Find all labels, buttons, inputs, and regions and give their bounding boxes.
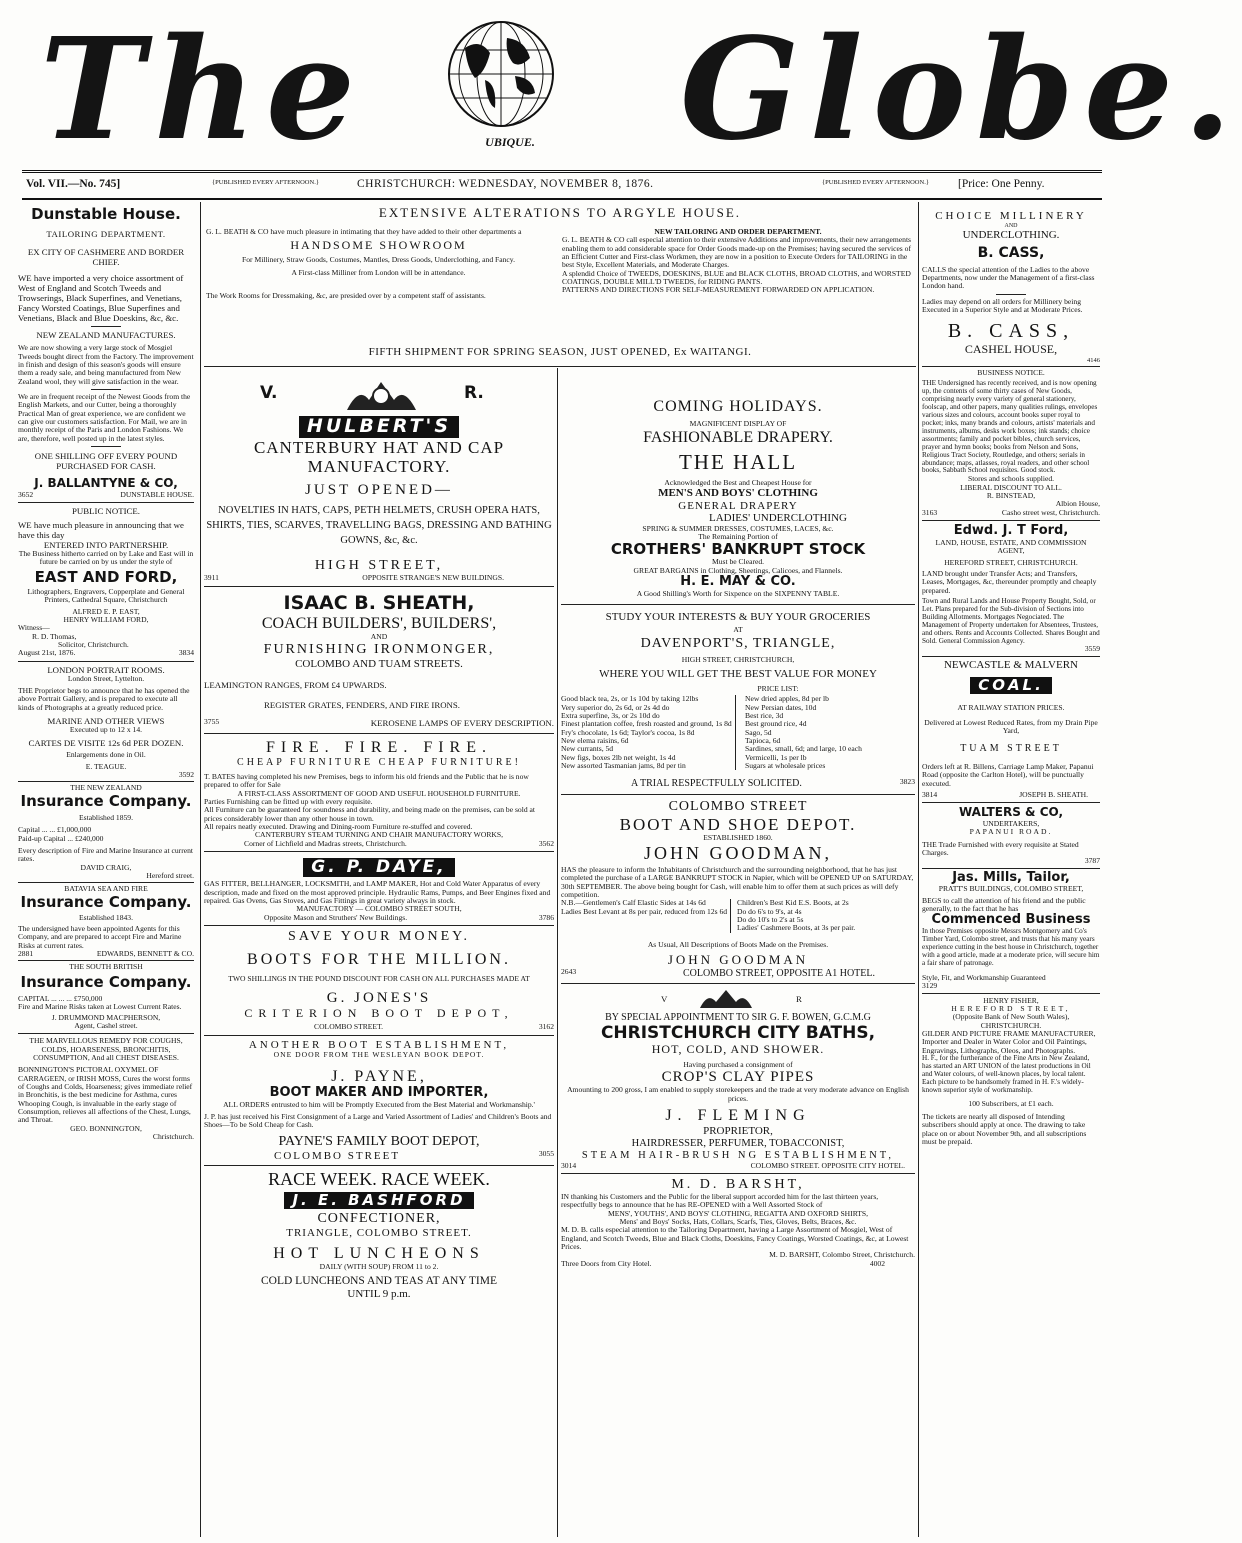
undertakers: UNDERTAKERS, bbox=[982, 818, 1040, 828]
column-4 bbox=[922, 210, 1100, 1146]
hall-mens: MEN'S AND BOYS' CLOTHING bbox=[658, 487, 818, 500]
binstead-addr: Casho street west, Christchurch. bbox=[1001, 507, 1100, 517]
notice-date: August 21st, 1876. bbox=[18, 648, 76, 658]
fleming-street: COLOMBO STREET. OPPOSITE CITY HOTEL. bbox=[750, 1160, 905, 1170]
walters-name: WALTERS & CO, bbox=[958, 805, 1064, 820]
hall-acknowledged: Acknowledged the Best and Cheapest House for bbox=[664, 477, 812, 487]
boots-million: BOOTS FOR THE MILLION. bbox=[247, 950, 511, 968]
hall-general: GENERAL DRAPERY bbox=[678, 499, 798, 512]
mills-name: Jas. Mills, Tailor, bbox=[952, 869, 1070, 885]
dunstable-house: DUNSTABLE HOUSE. bbox=[120, 489, 194, 499]
masthead-title-right: Globe. bbox=[680, 8, 1242, 172]
royal-arms bbox=[204, 376, 554, 416]
must-clear: Must be Cleared. bbox=[711, 557, 765, 567]
batavia-title: Insurance Company. bbox=[20, 892, 192, 911]
masthead-motto: UBIQUE. bbox=[485, 135, 535, 149]
argyle-footer: FIFTH SHIPMENT FOR SPRING SEASON, JUST OPENED, Ex WAITANGI. bbox=[368, 346, 752, 358]
teague: E. TEAGUE. bbox=[85, 761, 127, 771]
fire-body3: All Furniture can be guaranteed for soundness and durability, and being made on the premises, can be sold at prices considerably lower than any other house in town. bbox=[204, 805, 536, 823]
price-list-item: Sugars at wholesale prices bbox=[745, 761, 826, 771]
tuam-street: TUAM STREET bbox=[960, 743, 1062, 755]
fleming-hairdresser: HAIRDRESSER, PERFUMER, TOBACCONIST, bbox=[631, 1137, 845, 1149]
binstead-body2: Stores and schools supplied. bbox=[967, 474, 1055, 484]
ford-name: Edwd. J. T Ford, bbox=[953, 523, 1069, 539]
davenport-street: HIGH STREET, CHRISTCHURCH, bbox=[681, 655, 795, 665]
choice-millinery: CHOICE MILLINERY bbox=[935, 210, 1087, 222]
payne-name: J. PAYNE, bbox=[331, 1067, 427, 1085]
sheath-ranges: LEAMINGTON RANGES, FROM £4 UPWARDS. bbox=[204, 680, 387, 691]
fire-works: CANTERBURY STEAM TURNING AND CHAIR MANUFACTORY WORKS, bbox=[254, 830, 504, 840]
fisher-street: HEREFORD STREET, bbox=[951, 1003, 1071, 1013]
coal-orders: Orders left at R. Billens, Carriage Lamp Maker, Papanui Road (opposite the Carlton Hotel), will be punctually executed. bbox=[922, 761, 1094, 788]
globe-emblem bbox=[445, 18, 557, 130]
volume-number: Vol. VII.—No. 745] bbox=[26, 178, 121, 190]
price-list-item: Best rice, 3d bbox=[745, 711, 784, 721]
sheath-coach-builders: COACH BUILDERS', BUILDERS', bbox=[261, 615, 497, 633]
ford-body2: Town and Rural Lands and House Property Bought, Sold, or Let. Plans prepared for the Sub-division of Sections into Building Allotments. Mortgages Negociated. The Management of Property undertaken for Absentees, Trustees, and others. Rents and Accounts Collected. Shares Bought and Sold. General Commission Agency. bbox=[922, 596, 1100, 645]
south-british-title: Insurance Company. bbox=[20, 972, 192, 991]
mills-body: BEGS to call the attention of his friend and the public generally, to the fact that he has bbox=[922, 895, 1086, 914]
nz-insurance-title: Insurance Company. bbox=[20, 791, 192, 810]
jones-body: TWO SHILLINGS IN THE POUND DISCOUNT FOR CASH ON ALL PURCHASES MADE AT bbox=[228, 974, 530, 984]
dunstable-ships: EX CITY OF CASHMERE AND BORDER CHIEF. bbox=[27, 247, 185, 268]
ad-number: 3014 bbox=[561, 1160, 577, 1170]
price-list-item: Sago, 5d bbox=[745, 727, 772, 737]
barsht-body4: M. D. B. calls especial attention to the Tailoring Department, having a Large Assortment of Mosgiel, West of England, and Scotch Tweeds, Blue and Black Cloths, Doeskins, Fancy Coatings, Worsted Coatings, &c, at Lowest Prices. bbox=[561, 1225, 909, 1251]
nz-insurance-addr: Hereford street. bbox=[146, 870, 194, 880]
ladies-cashmere: Ladies' Cashmere Boots, at 3s per pair. bbox=[737, 923, 856, 933]
portrait-rooms-title: LONDON PORTRAIT ROOMS. bbox=[47, 664, 165, 675]
price-list-item: Tapioca, 6d bbox=[745, 736, 781, 746]
fire-body: T. BATES having completed his new Premises, begs to inform his old friends and the Public that he is now prepared to offer for Sale bbox=[204, 771, 529, 790]
ad-number: 2881 bbox=[18, 949, 34, 959]
barsht-body: IN thanking his Customers and the Public for the liberal support accorded him for the last thirteen years, respectfully begs to announce that he has RE-OPENED with a Well Assorted Stock of bbox=[561, 1191, 879, 1210]
commenced-business: Commenced Business bbox=[931, 912, 1091, 928]
cashel-house: CASHEL HOUSE, bbox=[964, 342, 1058, 357]
ladies-levant: Ladies Best Levant at 8s per pair, reduced from 12s 6d bbox=[561, 906, 728, 916]
payne-body2: J. P. has just received his First Consignment of a Large and Varied Assortment of Ladies' and Children's Boots and Shoes—To be Sold Cheap for Cash. bbox=[204, 1111, 552, 1130]
mills-guarantee: Style, Fit, and Workmanship Guaranteed bbox=[922, 972, 1046, 982]
daye-manufactory: MANUFACTORY — COLOMBO STREET SOUTH, bbox=[296, 904, 462, 914]
price-list-item: Vermicelli, 1s per lb bbox=[745, 752, 807, 762]
nz-insurance-est: Established 1859. bbox=[79, 812, 133, 822]
published-right: {PUBLISHED EVERY AFTERNOON.} bbox=[822, 179, 929, 186]
batavia-body: The undersigned have been appointed Agents for this Company, and are prepared to accept Fire and Marine Risks at current rates. bbox=[18, 924, 182, 950]
gents-boots: N.B.—Gentlemen's Calf Elastic Sides at 14s 6d bbox=[561, 898, 706, 908]
boot-and-shoe: BOOT AND SHOE DEPOT. bbox=[619, 814, 857, 834]
south-british-capital: CAPITAL ... ... ... £750,000 bbox=[18, 993, 103, 1003]
sheath-grates: REGISTER GRATES, FENDERS, AND FIRE IRONS. bbox=[264, 700, 460, 711]
sheath-and: AND bbox=[370, 632, 388, 642]
vr-right: R. bbox=[464, 383, 484, 403]
bashford-address: TRIANGLE, COLOMBO STREET. bbox=[286, 1226, 472, 1239]
the-hall: THE HALL bbox=[678, 449, 798, 474]
price-list-item: Fry's chocolate, 1s 6d; Taylor's cocoa, 1s 8d bbox=[561, 727, 695, 737]
joseph-sheath: JOSEPH B. SHEATH. bbox=[1019, 789, 1088, 799]
barsht-body3: Mens' and Boys' Socks, Hats, Collars, Scarfs, Ties, Gloves, Belts, Braces, &c. bbox=[619, 1216, 857, 1226]
colombo-street: COLOMBO STREET bbox=[668, 798, 808, 814]
davenport-where: WHERE YOU WILL GET THE BEST VALUE FOR MONEY bbox=[599, 668, 877, 681]
cass-name: B. CASS, bbox=[977, 244, 1045, 261]
and: AND bbox=[1004, 222, 1018, 229]
ad-number: 3129 bbox=[922, 981, 938, 991]
ballantyne-firm: J. BALLANTYNE & CO, bbox=[34, 476, 178, 491]
may-and-co: H. E. MAY & CO. bbox=[680, 574, 796, 590]
barsht-name: M. D. BARSHT, bbox=[671, 1176, 805, 1192]
dunstable-receipt: We are in frequent receipt of the Newest Goods from the English Markets, and our Cutter, being a thoroughly Practical Man of great experience, we are confident we can give our customers satisfaction. For Mail, we are in monthly receipt of the Paris and London Fashions. We are, therefore, well posted up in the latest styles. bbox=[18, 391, 191, 443]
price-list-item: New dried apples, 8d per lb bbox=[745, 694, 829, 704]
hall-ladies: LADIES' UNDERCLOTHING bbox=[709, 512, 847, 525]
fire-assortment: A FIRST-CLASS ASSORTMENT OF GOOD AND USEFUL HOUSEHOLD FURNITURE. bbox=[237, 788, 521, 798]
another-boot: ANOTHER BOOT ESTABLISHMENT, bbox=[248, 1038, 510, 1051]
fisher-body: GILDER AND PICTURE FRAME MANUFACTURER, Importer and Dealer in Water Color and Oil Paintings, Engravings, Lithographs, Oleos, and Photographs. bbox=[922, 1028, 1096, 1055]
coal-delivered: Delivered at Lowest Reduced Rates, from my Drain Pipe Yard, bbox=[924, 717, 1098, 736]
bashford-name: J. E. BASHFORD bbox=[284, 1192, 473, 1209]
goodman-body: HAS the pleasure to inform the Inhabitants of Christchurch and the surrounding neighborhood, that he has just completed the purchase of a LARGE BANKRUPT STOCK in Napier, which will be OPENED UP on SATURDAY, 30th SEPTEMBER. The above being bought for Cash, will enable him to offer them at such prices as will defy competition. bbox=[561, 865, 914, 900]
goodman-name: JOHN GOODMAN, bbox=[643, 842, 832, 863]
high-street: HIGH STREET, bbox=[314, 558, 444, 574]
crops-pipes: CROP'S CLAY PIPES bbox=[661, 1069, 815, 1086]
witness: Witness— bbox=[18, 623, 50, 633]
cass-body2: Ladies may depend on all orders for Millinery being Executed in a Superior Style and at Moderate Prices. bbox=[922, 296, 1083, 314]
jones-street: COLOMBO STREET. bbox=[314, 1022, 384, 1032]
walters-body: THE Trade Furnished with every requisite at Stated Charges. bbox=[922, 839, 1079, 857]
nz-insurance-paid: Paid-up Capital ... £240,000 bbox=[18, 833, 104, 843]
dunstable-body: WE have imported a very choice assortment of West of England and Scotch Tweeds and Trowserings, Black Superfines, and Venetians, Fancy Worsted Coatings, Blue Superfines and Venetians, Black and Blue Doeskins, &c, &c. bbox=[18, 273, 184, 324]
hot-luncheons: HOT LUNCHEONS bbox=[273, 1245, 485, 1263]
argyle-left-body2: For Millinery, Straw Goods, Costumes, Mantles, Dress Goods, Underclothing, and Fancy. bbox=[242, 255, 515, 265]
business-notice: BUSINESS NOTICE. bbox=[977, 367, 1045, 377]
price-list-item: Very superior do, 2s 6d, or 2s 4d do bbox=[561, 702, 670, 712]
nz-insurance-body: Every description of Fire and Marine Insurance at current rates. bbox=[18, 845, 194, 864]
argyle-tailoring-body: G. L. BEATH & CO call especial attention to their extensive Additions and improvements, their new arrangements enabling them to add considerable space for Order Goods made-up on the Premises; having secured the services of an Efficient Cutter and First-class Workmen, they are now in a position to Execute Orders for TAILORING in the best Style, Excellent Materials, and Moderate Charges. bbox=[562, 235, 912, 270]
mills-address: PRATT'S BUILDINGS, COLOMBO STREET, bbox=[938, 884, 1084, 894]
papanui-road: PAPANUI ROAD. bbox=[969, 827, 1053, 837]
argyle-tailoring-body3: PATTERNS AND DIRECTIONS FOR SELF-MEASUREMENT FORWARDED ON APPLICATION. bbox=[562, 285, 875, 295]
south-british-pre: THE SOUTH BRITISH bbox=[69, 962, 143, 972]
steam-hair-brushing: STEAM HAIR-BRUSH NG ESTABLISHMENT, bbox=[581, 1149, 895, 1161]
crothers-stock: CROTHERS' BANKRUPT STOCK bbox=[610, 540, 866, 559]
childrens-boots-3: Do do 10's to 2's at 5s bbox=[737, 915, 804, 925]
at: AT bbox=[733, 624, 743, 634]
nz-insurance-agent: DAVID CRAIG, bbox=[80, 862, 132, 872]
liberal-discount: LIBERAL DISCOUNT TO ALL. bbox=[960, 482, 1062, 492]
hall-spring: SPRING & SUMMER DRESSES, COSTUMES, LACES, &c. bbox=[642, 523, 834, 533]
bonnington-addr: Christchurch. bbox=[152, 1132, 194, 1142]
notice-partnership: ENTERED INTO PARTNERSHIP. bbox=[43, 540, 169, 551]
ad-number: 3163 bbox=[922, 507, 938, 517]
sheath-ironmonger: FURNISHING IRONMONGER, bbox=[263, 641, 495, 657]
royal-arms-icon bbox=[339, 376, 424, 416]
hulbert-title: CANTERBURY HAT AND CAP MANUFACTORY. bbox=[253, 437, 505, 477]
ad-number: 3652 bbox=[18, 489, 34, 499]
east-and-ford-desc: Lithographers, Engravers, Copperplate and General Printers, Cathedral Square, Christchurch bbox=[27, 586, 185, 605]
jones-name: G. JONES'S bbox=[326, 989, 432, 1006]
enlargements: Enlargements done in Oil. bbox=[66, 750, 146, 760]
argyle-showroom: HANDSOME SHOWROOM bbox=[290, 238, 467, 253]
as-usual: As Usual, All Descriptions of Boots Made on the Premises. bbox=[647, 939, 829, 949]
ad-number: 3162 bbox=[538, 1022, 554, 1032]
price-list: PRICE LIST: bbox=[757, 684, 799, 694]
notice-body2: The Business hitherto carried on by Lake and East will in future be carried on by us under the style of bbox=[18, 549, 194, 567]
criterion-depot: CRITERION BOOT DEPOT, bbox=[244, 1005, 514, 1020]
price-list-item: Good black tea, 2s, or 1s 10d by taking 12lbs bbox=[561, 694, 699, 704]
ad-number: 3814 bbox=[922, 789, 938, 799]
price-list-item: New assorted Tasmanian jams, 8d per tin bbox=[561, 761, 686, 771]
ad-number: 2643 bbox=[561, 966, 577, 976]
cold-luncheons: COLD LUNCHEONS AND TEAS AT ANY TIME bbox=[261, 1274, 497, 1287]
partner-2: HENRY WILLIAM FORD, bbox=[63, 614, 149, 624]
payne-body: ALL ORDERS entrusted to him will be Promptly Executed from the Best Material and Workmanship.' bbox=[223, 1099, 535, 1109]
price: [Price: One Penny. bbox=[958, 178, 1045, 190]
argyle-tailoring-title: NEW TAILORING AND ORDER DEPARTMENT. bbox=[654, 227, 822, 236]
nz-body: We are now showing a very large stock of Mosgiel Tweeds bought direct from the Factory. The improvement in finish and design of this season's goods will ensure them a ready sale, and being manufactured from New Zealand wool, they will give satisfaction in the wear. bbox=[18, 343, 194, 386]
baths-arms bbox=[561, 988, 915, 1012]
ad-number: 3823 bbox=[899, 777, 915, 787]
argyle-left-body3: A First-class Milliner from London will be in attendance. bbox=[291, 268, 466, 278]
fire-title: FIRE. FIRE. FIRE. bbox=[265, 739, 492, 757]
argyle-left-body: G. L. BEATH & CO have much pleasure in intimating that they have added to their other departments a bbox=[206, 227, 522, 236]
mills-body2: In those Premises opposite Messrs Montgomery and Co's Timber Yard, Colombo street, and trusts that his many years experience cutting in the best house in Christchurch, together with a good article, made at a moderate price, will secure him a fair share of patronage. bbox=[922, 927, 1100, 967]
goodman-street: COLOMBO STREET, OPPOSITE A1 HOTEL. bbox=[682, 967, 875, 979]
ford-body: LAND brought under Transfer Acts; and Transfers, Leases, Mortgages, &c, thereunder promptly and cheaply prepared. bbox=[922, 568, 1097, 595]
baths-sub: HOT, COLD, AND SHOWER. bbox=[651, 1042, 825, 1057]
daye-opposite: Opposite Mason and Struthers' New Buildings. bbox=[264, 912, 408, 922]
city-baths: CHRISTCHURCH CITY BATHS, bbox=[600, 1022, 876, 1043]
fisher-name: HENRY FISHER, bbox=[983, 995, 1039, 1005]
sheath-streets: COLOMBO AND TUAM STREETS. bbox=[295, 657, 463, 670]
vr-left: V bbox=[661, 994, 668, 1005]
bashford-until: UNTIL 9 p.m. bbox=[347, 1287, 411, 1300]
fisher-city: CHRISTCHURCH. bbox=[980, 1020, 1042, 1030]
ad-number: 3787 bbox=[1084, 856, 1100, 866]
price-list-item: Sardines, small, 6d; and large, 10 each bbox=[745, 744, 862, 754]
railway-prices: AT RAILWAY STATION PRICES. bbox=[957, 703, 1065, 713]
argyle-left bbox=[206, 228, 551, 300]
south-british-body: Fire and Marine Risks taken at Lowest Current Rates. bbox=[18, 1002, 182, 1012]
column-2 bbox=[204, 376, 554, 1300]
royal-arms-icon bbox=[696, 988, 756, 1010]
fire-body4: All repairs neatly executed. Drawing and Dining-room Furniture re-stuffed and covered. bbox=[204, 821, 473, 831]
coal-name: COAL. bbox=[970, 677, 1052, 694]
hulbert-novelties: NOVELTIES IN HATS, CAPS, PETH HELMETS, CRUSH OPERA HATS, SHIRTS, TIES, SCARVES, TRAVELLING BAGS, DRESSING AND BATHING GOWNS, &c, &c. bbox=[206, 504, 552, 546]
vr-right: R bbox=[796, 994, 802, 1005]
barsht-doors: Three Doors from City Hotel. bbox=[561, 1258, 652, 1268]
remedy-body: BONNINGTON'S PICTORAL OXYMEL OF CARRAGEEN, or IRISH MOSS, Cures the worst forms of Coughs and Colds, Hoarseness; gives immediate relief in Bronchitis, is the best medicine for Asthma, cures Whooping Cough, is invaluable in the early stage of Consumption, relieves all affections of the Chest, Lungs, and Throat. bbox=[18, 1065, 193, 1125]
argyle-tailoring-body2: A splendid Choice of TWEEDS, DOESKINS, BLUE and BLACK CLOTHS, BROAD CLOTHS, and WORSTED COATINGS, DOUBLE MILL'D TWEEDS, for RIDING PANTS. bbox=[562, 268, 911, 287]
barsht-signature: M. D. BARSHT, Colombo Street, Christchurch. bbox=[769, 1250, 915, 1260]
masthead bbox=[0, 0, 1242, 172]
batavia-est: Established 1843. bbox=[79, 912, 133, 922]
bashford-confectioner: CONFECTIONER, bbox=[317, 1210, 441, 1226]
ad-number: 4146 bbox=[1087, 356, 1100, 364]
marine-views: MARINE AND OTHER VIEWS bbox=[47, 716, 165, 727]
price-list-item: Extra superfine, 3s, or 2s 10d do bbox=[561, 711, 660, 721]
column-1 bbox=[18, 206, 194, 1141]
ford-street: HEREFORD STREET, CHRISTCHURCH. bbox=[944, 557, 1078, 567]
batavia-agent: EDWARDS, BENNETT & CO. bbox=[96, 949, 194, 959]
argyle-right bbox=[562, 228, 914, 295]
just-opened: JUST OPENED— bbox=[305, 482, 453, 499]
argyle-house-ad bbox=[204, 206, 916, 364]
fleming-name: J. FLEMING bbox=[665, 1106, 811, 1124]
race-week: RACE WEEK. RACE WEEK. bbox=[268, 1169, 490, 1190]
coming-holidays: COMING HOLIDAYS. bbox=[653, 398, 823, 415]
fire-corner: Corner of Lichfield and Madras streets, Christchurch. bbox=[244, 838, 407, 848]
east-and-ford: EAST AND FORD, bbox=[34, 567, 178, 586]
argyle-left-body4: The Work Rooms for Dressmaking, &c, are presided over by a competent staff of assistants. bbox=[206, 290, 486, 300]
portrait-address: London Street, Lyttelton. bbox=[67, 673, 145, 683]
cass-name-2: B. CASS, bbox=[947, 320, 1075, 343]
sheath-lamps: KEROSENE LAMPS OF EVERY DESCRIPTION. bbox=[370, 718, 554, 729]
ad-number: 3559 bbox=[1084, 644, 1100, 654]
fashionable-drapery: FASHIONABLE DRAPERY. bbox=[643, 428, 833, 446]
ford-title: LAND, HOUSE, ESTATE, AND COMMISSION AGENT, bbox=[935, 537, 1087, 556]
fleming-proprietor: PROPRIETOR, bbox=[703, 1125, 773, 1138]
price-list-item: Best ground rice, 4d bbox=[745, 719, 807, 729]
published-left: {PUBLISHED EVERY AFTERNOON.} bbox=[212, 179, 319, 186]
goodman-name-2: JOHN GOODMAN bbox=[667, 952, 809, 968]
baths-having: Having purchased a consignment of bbox=[683, 1059, 793, 1069]
bashford-daily: DAILY (WITH SOUP) FROM 11 to 2. bbox=[319, 1262, 439, 1272]
price-list-item: New elema raisins, 6d bbox=[561, 736, 629, 746]
special-appointment: BY SPECIAL APPOINTMENT TO SIR G. F. BOWEN, G.C.M.G bbox=[605, 1012, 871, 1024]
magnificent-display: MAGNIFICENT DISPLAY OF bbox=[689, 419, 787, 429]
study-interests: STUDY YOUR INTERESTS & BUY YOUR GROCERIES bbox=[605, 611, 871, 624]
hulbert-name: HULBERT'S bbox=[299, 416, 459, 438]
ad-number: 3592 bbox=[178, 770, 194, 780]
vr-left: V. bbox=[260, 383, 278, 403]
wesleyan-depot: ONE DOOR FROM THE WESLEYAN BOOK DEPOT. bbox=[273, 1050, 485, 1060]
shilling-off: ONE SHILLING OFF EVERY POUND PURCHASED FOR CASH. bbox=[34, 451, 178, 472]
dateline bbox=[22, 178, 1102, 194]
ad-number: 3055 bbox=[538, 1148, 554, 1158]
hall-remaining: The Remaining Portion of bbox=[698, 532, 778, 542]
fisher-subscribers: 100 Subscribers, at £1 each. bbox=[968, 1098, 1054, 1108]
cass-body: CALLS the special attention of the Ladies to the above Departments, now under the Management of a first-class London hand. bbox=[922, 264, 1095, 291]
ad-number: 4002 bbox=[869, 1258, 885, 1268]
fire-sub: CHEAP FURNITURE CHEAP FURNITURE! bbox=[237, 757, 521, 769]
cartes-de-visite: CARTES DE VISITE 12s 6d PER DOZEN. bbox=[28, 738, 184, 749]
city-date: CHRISTCHURCH: WEDNESDAY, NOVEMBER 8, 1876. bbox=[357, 178, 654, 190]
ad-number: 3562 bbox=[538, 838, 554, 848]
nz-insurance-pre: THE NEW ZEALAND bbox=[70, 783, 142, 793]
fire-body2: Parties Furnishing can be fitted up with every requisite. bbox=[204, 796, 373, 806]
fisher-tickets: The tickets are nearly all disposed of Intending subscribers should apply at once. The drawing to take place on or about November 9th, and all subscriptions must be prepaid. bbox=[922, 1111, 1087, 1146]
davenport-name: DAVENPORT'S, TRIANGLE, bbox=[640, 636, 836, 652]
payne-street: COLOMBO STREET bbox=[274, 1149, 401, 1162]
notice-body: WE have much pleasure in announcing that we have this day bbox=[18, 520, 184, 541]
column-3 bbox=[561, 398, 915, 1268]
daye-body: GAS FITTER, BELLHANGER, LOCKSMITH, and LAMP MAKER, Hot and Cold Water Apparatus of every description, made and fixed on the most approved principle. Hydraulic Rams, Pumps, and Beer Engines fixed and repaired. Gas Ovens, Gas Stoves, and Gas Fittings in great variety always in stock. bbox=[204, 879, 551, 905]
price-list-item: New Persian dates, 10d bbox=[745, 702, 817, 712]
nz-manufactures: NEW ZEALAND MANUFACTURES. bbox=[36, 330, 176, 341]
fisher-opposite: (Opposite Bank of New South Wales), bbox=[952, 1012, 1070, 1022]
south-british-addr: Agent, Cashel street. bbox=[74, 1020, 138, 1030]
dunstable-sub: TAILORING DEPARTMENT. bbox=[46, 229, 166, 240]
witness-role: Solicitor, Christchurch. bbox=[58, 639, 129, 649]
south-british-agent: J. DRUMMOND MACPHERSON, bbox=[51, 1012, 161, 1022]
binstead-name: R. BINSTEAD, bbox=[986, 491, 1036, 501]
childrens-boots-2: Do do 6's to 9's, at 4s bbox=[737, 906, 802, 916]
bonnington: GEO. BONNINGTON, bbox=[70, 1123, 142, 1133]
great-bargains: GREAT BARGAINS in Clothing, Sheetings, Calicoes, and Flannels. bbox=[633, 565, 843, 575]
hall-sixpence: A Good Shilling's Worth for Sixpence on the SIXPENNY TABLE. bbox=[636, 588, 840, 598]
trial-solicited: A TRIAL RESPECTFULLY SOLICITED. bbox=[631, 778, 802, 790]
portrait-body: THE Proprietor begs to announce that he has opened the above Portrait Gallery, and is prepared to execute all kinds of Photographs at a greatly reduced price. bbox=[18, 686, 190, 712]
price-list-item: New figs, boxes 2lb net weight, 1s 4d bbox=[561, 752, 676, 762]
ad-number: 3834 bbox=[178, 648, 194, 658]
payne-depot: PAYNE'S FAMILY BOOT DEPOT, bbox=[278, 1133, 480, 1149]
daye-name: G. P. DAYE, bbox=[303, 858, 454, 877]
batavia-pre: BATAVIA SEA AND FIRE bbox=[64, 884, 148, 894]
sheath-name: ISAAC B. SHEATH, bbox=[283, 592, 475, 615]
underclothing: UNDERCLOTHING. bbox=[962, 229, 1060, 242]
price-list-item: Finest plantation coffee, fresh roasted and ground, 1s 8d bbox=[561, 719, 732, 729]
binstead-body: THE Undersigned has recently received, and is now opening up, the contents of some thirty cases of New Goods, comprising nearly every variety of general stationery, foolscap, and other papers, many qualities rulings, envelopes various sizes and colours, account books super royal to pocket; inks, many brands and colours, artists' materials and instruments, albums, desks work boxes; ink stands; choice assortments; family and pocket bibles, church services, prayer and hymn books; books from Nelson and Sons, Religious Tract Society, Routledge, and others; serials in abundance; maps, atlasses, royal readers, and other school books, Sabbath School requisites. Good stock. bbox=[922, 379, 1098, 475]
fisher-art-union: H. F., for the furtherance of the Fine Arts in New Zealand, has started an ART UNION of the latest productions in Oil and Water colours, of well-known places, by local talent. Each picture to be handsomely framed in H. F.'s widely-known superior style of workmanship. bbox=[922, 1053, 1091, 1094]
price-list-item: New currants, 5d bbox=[561, 744, 614, 754]
argyle-title: EXTENSIVE ALTERATIONS TO ARGYLE HOUSE. bbox=[378, 205, 742, 220]
price-list-table bbox=[561, 695, 915, 770]
childrens-boots-1: Children's Best Kid E.S. Boots, at 2s bbox=[737, 898, 849, 908]
public-notice-title: PUBLIC NOTICE. bbox=[72, 506, 140, 517]
newcastle-malvern: NEWCASTLE & MALVERN bbox=[943, 658, 1079, 671]
ad-number: 3786 bbox=[538, 912, 554, 922]
remedy-title: THE MARVELLOUS REMEDY FOR COUGHS, COLDS, HOARSENESS, BRONCHITIS, CONSUMPTION, And all CHEST DISEASES. bbox=[29, 1036, 183, 1062]
nz-insurance-capital: Capital ... ... £1,000,000 bbox=[18, 825, 92, 835]
albion-house: Albion House, bbox=[1055, 499, 1100, 509]
partner-1: ALFRED E. P. EAST, bbox=[72, 606, 140, 616]
masthead-title-left: The bbox=[40, 8, 366, 172]
save-money: SAVE YOUR MONEY. bbox=[288, 929, 470, 945]
payne-title: BOOT MAKER AND IMPORTER, bbox=[269, 1084, 489, 1100]
witness-name: R. D. Thomas, bbox=[32, 631, 77, 641]
marine-size: Executed up to 12 x 14. bbox=[69, 725, 143, 735]
goodman-est: ESTABLISHED 1860. bbox=[703, 833, 773, 843]
ad-number: 3911 bbox=[204, 573, 219, 583]
dunstable-title: Dunstable House. bbox=[31, 205, 181, 223]
baths-body: Amounting to 200 gross, I am enabled to supply storekeepers and the trade at very moderate advance on English prices. bbox=[567, 1085, 909, 1103]
hulbert-opposite: OPPOSITE STRANGE'S NEW BUILDINGS. bbox=[362, 573, 504, 583]
ad-number: 3755 bbox=[204, 717, 220, 727]
barsht-body2: MENS', YOUTHS', AND BOYS' CLOTHING, REGATTA AND OXFORD SHIRTS, bbox=[607, 1208, 869, 1218]
